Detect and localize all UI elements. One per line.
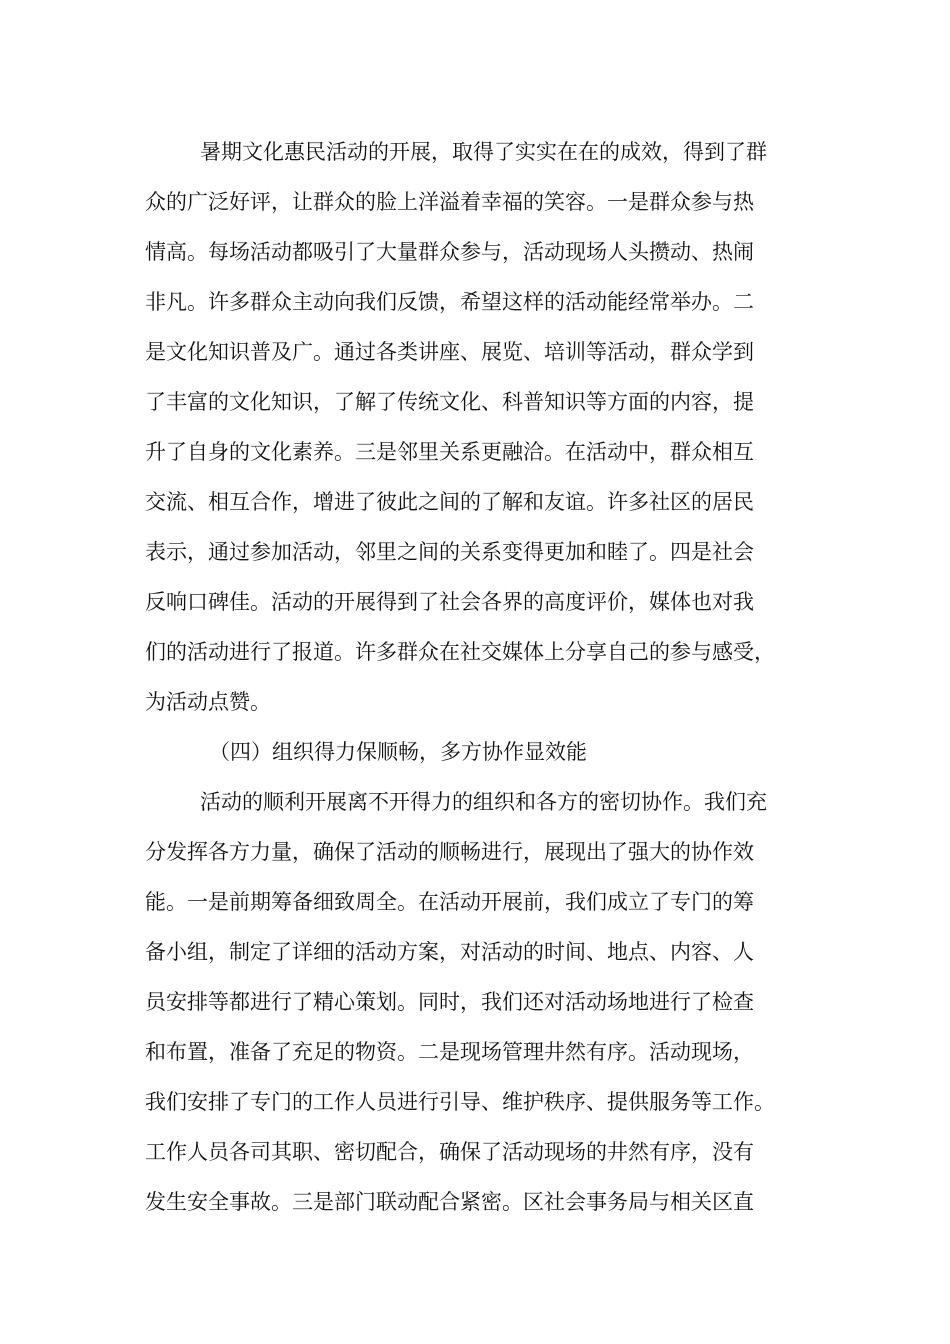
text-line: 们的活动进行了报道。许多群众在社交媒体上分享自己的参与感受， — [145, 640, 775, 664]
text-line: 是文化知识普及广。通过各类讲座、展览、培训等活动，群众学到 — [145, 340, 754, 364]
text-line: 升了自身的文化素养。三是邻里关系更融洽。在活动中，群众相互 — [145, 440, 754, 464]
text-line: 和布置，准备了充足的物资。二是现场管理井然有序。活动现场， — [145, 1040, 754, 1064]
text-line: 为活动点赞。 — [145, 690, 271, 714]
text-line: 能。一是前期筹备细致周全。在活动开展前，我们成立了专门的筹 — [145, 890, 754, 914]
text-line: 表示，通过参加活动，邻里之间的关系变得更加和睦了。四是社会 — [145, 540, 754, 564]
section-heading: （四）组织得力保顺畅，多方协作显效能 — [209, 740, 587, 764]
text-line: 暑期文化惠民活动的开展，取得了实实在在的成效，得到了群 — [200, 140, 767, 164]
text-line: 了丰富的文化知识，了解了传统文化、科普知识等方面的内容，提 — [145, 390, 754, 414]
text-line: 反响口碑佳。活动的开展得到了社会各界的高度评价，媒体也对我 — [145, 590, 754, 614]
paragraph-organization — [145, 777, 825, 1227]
text-line: 活动的顺利开展离不开得力的组织和各方的密切协作。我们充 — [200, 790, 767, 814]
text-line: 发生安全事故。三是部门联动配合紧密。区社会事务局与相关区直 — [145, 1190, 754, 1214]
text-line: 众的广泛好评，让群众的脸上洋溢着幸福的笑容。一是群众参与热 — [145, 190, 754, 214]
text-line: 备小组，制定了详细的活动方案，对活动的时间、地点、内容、人 — [145, 940, 754, 964]
text-line: 工作人员各司其职、密切配合，确保了活动现场的井然有序，没有 — [145, 1140, 754, 1164]
text-line: 交流、相互合作，增进了彼此之间的了解和友谊。许多社区的居民 — [145, 490, 754, 514]
text-line: 员安排等都进行了精心策划。同时，我们还对活动场地进行了检查 — [145, 990, 754, 1014]
text-line: 非凡。许多群众主动向我们反馈，希望这样的活动能经常举办。二 — [145, 290, 754, 314]
document-body — [145, 127, 825, 1227]
text-line: 情高。每场活动都吸引了大量群众参与，活动现场人头攒动、热闹 — [145, 240, 754, 264]
paragraph-achievements — [145, 127, 825, 727]
text-line: 分发挥各方力量，确保了活动的顺畅进行，展现出了强大的协作效 — [145, 840, 754, 864]
text-line: 我们安排了专门的工作人员进行引导、维护秩序、提供服务等工作。 — [145, 1090, 775, 1114]
